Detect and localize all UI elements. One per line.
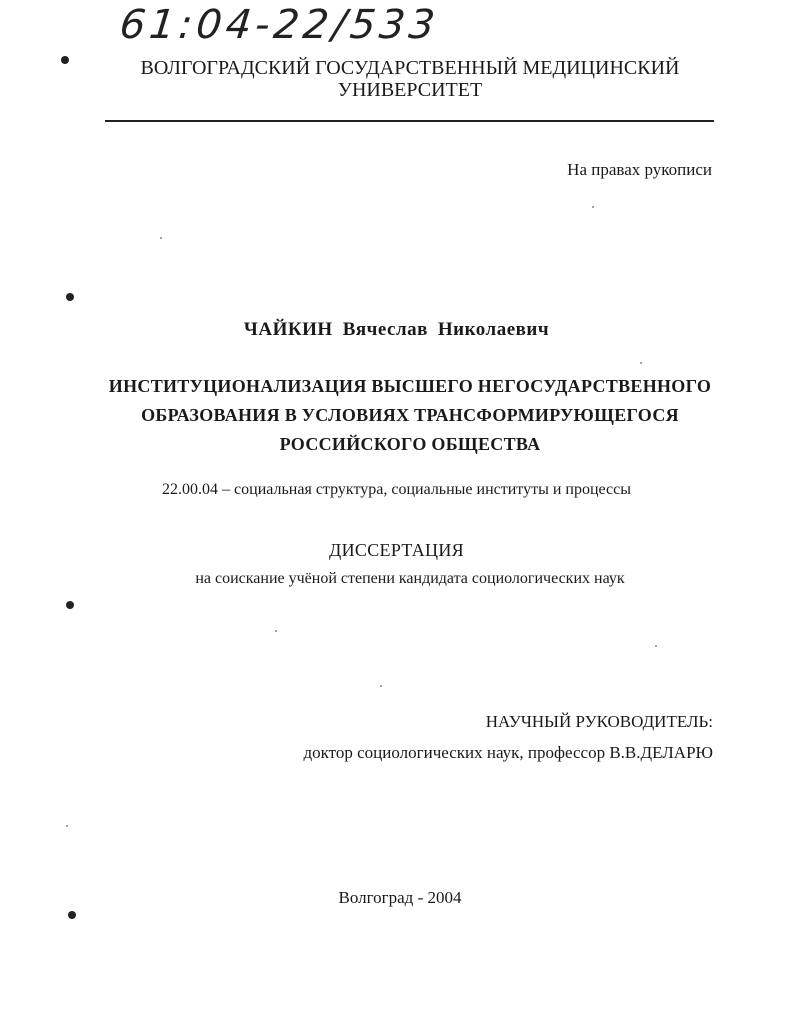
title-line-2: ОБРАЗОВАНИЯ В УСЛОВИЯХ ТРАНСФОРМИРУЮЩЕГОСЯ [141, 405, 679, 425]
specialty-code: 22.00.04 – социальная структура, социальные институты и процессы [162, 481, 631, 498]
rights-note: На правах рукописи [567, 160, 712, 179]
handwritten-archive-number: 61:04-22/533 [117, 2, 441, 48]
binding-hole-mark [68, 911, 76, 919]
scan-speck [275, 630, 277, 632]
binding-hole-mark [61, 56, 69, 64]
author-patronymic: Николаевич [437, 319, 550, 340]
author-first-name: Вячеслав [342, 319, 428, 340]
degree-statement: на соискание учёной степени кандидата социологических наук [195, 570, 625, 587]
scan-speck [160, 237, 162, 239]
university-line-2: УНИВЕРСИТЕТ [337, 79, 483, 101]
binding-hole-mark [66, 601, 74, 609]
binding-hole-mark [66, 293, 74, 301]
university-line-1: ВОЛГОГРАДСКИЙ ГОСУДАРСТВЕННЫЙ МЕДИЦИНСКИЙ [140, 57, 680, 79]
document-type: ДИССЕРТАЦИЯ [329, 540, 464, 560]
dissertation-title [100, 372, 720, 459]
scan-speck [655, 645, 657, 647]
title-line-1: ИНСТИТУЦИОНАЛИЗАЦИЯ ВЫСШЕГО НЕГОСУДАРСТВЕННОГО [108, 376, 712, 396]
scan-speck [592, 206, 594, 208]
city-year: Волгоград - 2004 [338, 888, 462, 907]
scan-speck [380, 685, 382, 687]
author-surname: ЧАЙКИН [243, 319, 333, 340]
header-divider [105, 120, 714, 122]
advisor-name: доктор социологических наук, профессор В.В.ДЕЛАРЮ [303, 743, 713, 762]
advisor-label: НАУЧНЫЙ РУКОВОДИТЕЛЬ: [485, 712, 713, 731]
scan-speck [66, 825, 68, 827]
scan-speck [640, 362, 642, 364]
university-name [110, 57, 710, 101]
author-name [0, 319, 793, 341]
title-line-3: РОССИЙСКОГО ОБЩЕСТВА [279, 434, 541, 454]
